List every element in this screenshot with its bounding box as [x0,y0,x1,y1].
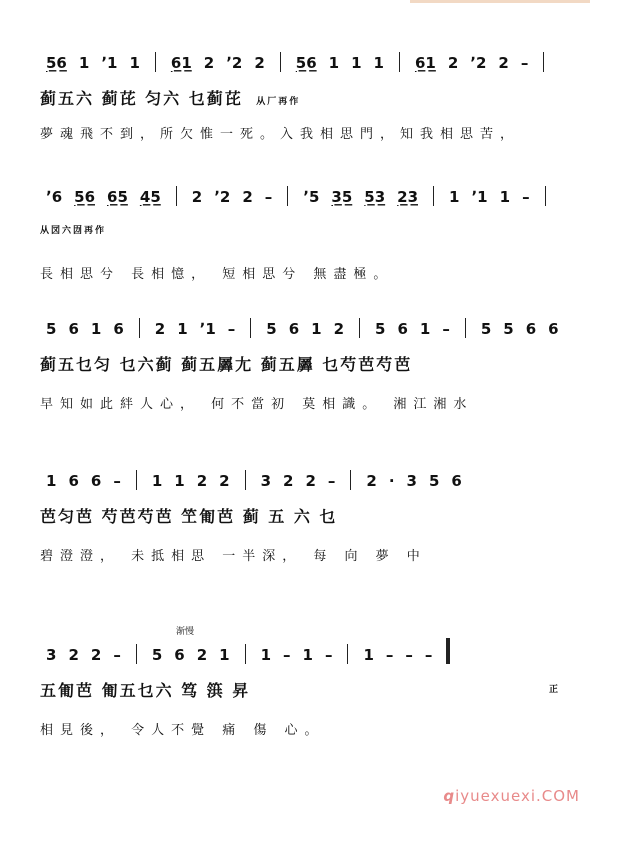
jianzipu-text: 五匍芭 匍五乜六 笃 篊 昇 [40,681,251,700]
note: 2 [196,646,208,664]
system-1 [40,52,580,142]
note: – [283,646,291,664]
note: 5 [151,646,163,664]
note: 6 [68,472,79,490]
note: 2 [447,54,459,72]
watermark-q: q [443,787,456,805]
system-4 [40,470,580,564]
note: 2 [254,54,265,72]
jianzipu-line-1 [40,86,580,109]
note: 2 [242,188,253,206]
note: ʼ1 [199,320,216,338]
jianzipu-line-2 [40,218,580,237]
note: 1 [46,472,57,490]
barline [399,52,400,72]
note: 6 [548,320,559,338]
note: 6 [288,320,300,338]
barline [136,470,137,490]
final-barline [446,638,450,664]
note: – [520,54,529,72]
system-2 [40,186,580,282]
barline [287,186,288,206]
note: ʼ6 [46,188,63,206]
note: 1 [499,188,511,206]
barline [545,186,546,206]
lyrics-line-4: 碧澄澄， 未抵相思 一半深， 每 向 夢 中 [40,549,427,564]
barline [350,470,351,490]
note: 6̲5̲ [107,188,128,206]
note: – [424,646,433,664]
note: 2̲3̲ [397,188,419,206]
barline [465,318,466,338]
jianzipu-line-5 [40,678,580,701]
note: 1 [129,54,140,72]
note: 2 [283,472,294,490]
note: 1 [363,646,374,664]
barline [245,470,246,490]
note: ʼ1 [101,54,118,72]
barline [359,318,360,338]
jianzipu-note: 正 [548,685,560,695]
note: – [113,646,121,664]
note: 6̲1̲ [414,54,436,72]
system-3 [40,318,580,412]
barline [136,644,137,664]
notation-line-3 [40,318,580,338]
note: 5̲6̲ [295,54,317,72]
note: 2 [366,472,377,490]
note: 2 [68,646,79,664]
note: 6̲1̲ [170,54,192,72]
note: – [385,646,394,664]
note: 5 [266,320,277,338]
note: 6 [68,320,79,338]
note: 6 [90,472,102,490]
note: ʼ1 [471,188,488,206]
note: 5̲6̲ [74,188,96,206]
barline [543,52,544,72]
barline [176,186,177,206]
note: 2 [90,646,102,664]
note: 5̲6̲ [46,54,67,72]
barline [250,318,251,338]
note: 6 [397,320,408,338]
barline [280,52,281,72]
note: 2 [203,54,215,72]
note: 5̲3̲ [364,188,386,206]
note: 5 [428,472,440,490]
note: ʼ5 [303,188,320,206]
note: 1 [174,472,185,490]
note: 4̲5̲ [139,188,161,206]
lyrics-line-3: 早知如此絆人心， 何不當初 莫相識。 湘江湘水 [40,397,474,412]
note: 2 [196,472,208,490]
barline [347,644,348,664]
note: 3 [406,472,417,490]
note: – [405,646,413,664]
note: 6 [451,472,462,490]
note: – [227,320,236,338]
jianzipu-note: 从㘝六㘞再作 [40,226,107,236]
lyrics-line-5: 相見後， 令人不覺 痛 傷 心。 [40,723,325,738]
system-5 [40,624,580,738]
watermark-text: iyuexuexi.COM [455,787,580,805]
note: – [327,472,336,490]
note: 1 [151,472,163,490]
top-accent-bar [410,0,590,3]
note: 2 [219,472,230,490]
lyrics-line-2: 長相思兮 長相憶， 短相思兮 無盡極。 [40,267,394,282]
note: · [388,472,395,490]
note: 1 [449,188,460,206]
note: 2 [154,320,166,338]
jianzipu-note: 从厂再作 [256,97,301,107]
note: 1 [328,54,340,72]
note: – [113,472,121,490]
note: ʼ2 [214,188,231,206]
note: 1 [302,646,313,664]
note: 2 [191,188,203,206]
note: – [324,646,333,664]
note: 1 [419,320,431,338]
note: 2 [498,54,509,72]
note: 3̲5̲ [331,188,353,206]
barline [155,52,156,72]
note: 5 [46,320,57,338]
barline [245,644,246,664]
notation-line-2 [40,186,580,206]
notation-line-1 [40,52,580,72]
note: 3 [260,472,271,490]
note: 1 [78,54,90,72]
jianzipu-line-4: 芭匀芭 芍芭芍芭 笁匍芭 蓟 五 六 乜 [40,507,338,526]
note: 1 [177,320,188,338]
note: 1 [311,320,322,338]
note: 6 [113,320,124,338]
note: 5 [375,320,386,338]
barline [139,318,140,338]
note: ʼ2 [470,54,487,72]
note: – [264,188,273,206]
note: 6 [174,646,185,664]
lyrics-line-1: 夢魂飛不到，所欠惟一死。入我相思門，知我相思苦， [40,127,521,142]
note: 2 [333,320,345,338]
jianzipu-text: 蓟五六 蓟芘 匀六 乜蓟芘 [40,89,243,108]
note: – [522,188,530,206]
notation-line-5 [40,624,580,664]
note: 1 [219,646,230,664]
note: 5 [503,320,514,338]
note: 1 [260,646,271,664]
note: 2 [305,472,316,490]
barline [433,186,434,206]
note: ʼ2 [226,54,243,72]
note: 5 [480,320,492,338]
notation-line-4 [40,470,580,490]
note: 1 [351,54,362,72]
jianzipu-line-3: 蓟五乜匀 乜六蓟 蓟五羼尢 蓟五羼 乜芍芭芍芭 [40,355,413,374]
tempo-mark: 渐慢 [176,627,195,637]
note: 3 [46,646,57,664]
watermark [443,787,580,805]
note: – [442,320,450,338]
note: 1 [373,54,384,72]
note: 1 [90,320,102,338]
note: 6 [525,320,537,338]
